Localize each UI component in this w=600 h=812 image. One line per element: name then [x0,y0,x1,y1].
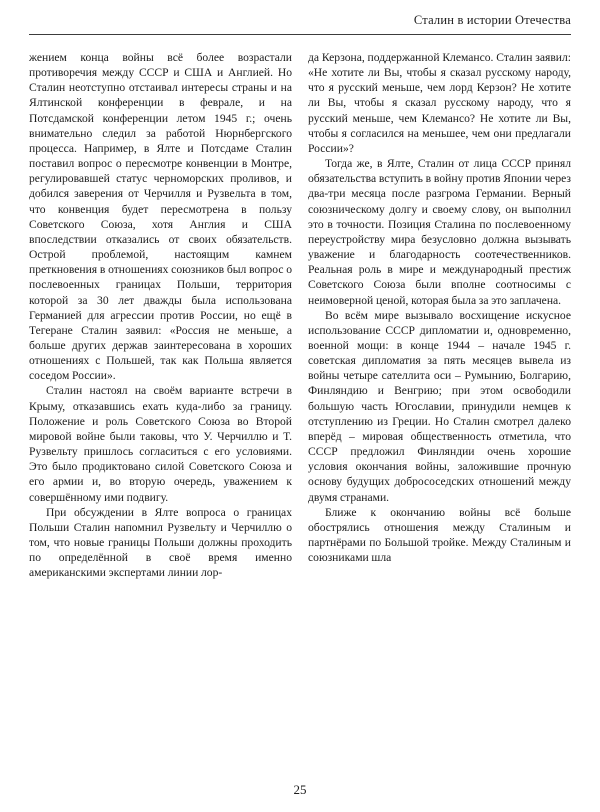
paragraph: При обсуждении в Ялте вопроса о границах Польши Сталин напомнил Рузвельту и Черчиллю о том, что новые границы Польши должны проходить по определённой в своё время именно американскими экспертами линии лор- [29,505,292,580]
running-header [29,13,571,35]
paragraph: Тогда же, в Ялте, Сталин от лица СССР принял обязательства вступить в войну против Японии через два-три месяца после разгрома Германии. Верный союзническому долгу и своему слову, он выполнил это в точности. Позиция Сталина по послевоенному переустройству мира безусловно должна вызывать уважение и благодарность соотечественников. Реальная роль в мире и международный престиж Советского Союза были вполне соотносимы с неимоверной ценой, которая была за это заплачена. [308,157,571,307]
paragraph: Во всём мире вызывало восхищение искусное использование СССР дипломатии и, одновременно, военной мощи: в конце 1944 – начале 1945 г. советская дипломатия за пять месяцев вывела из войны четыре сателлита оси – Румынию, Болгарию, Финляндию и Венгрию; при этом освободили большую часть Югославии, принудили немцев к отступлению из Греции. Но Сталин смотрел далеко вперёд – мировая общественность отметила, что СССР предложил Финляндии очень хорошие условия окончания войны, заложившие прочную основу будущих добрососедских отношений между двумя странами. [308,308,571,504]
paragraph: Ближе к окончанию войны всё больше обострялись отношения между Сталиным и партнёрами по Большой тройке. Между Сталиным и союзниками шла [308,505,571,565]
paragraph: Сталин настоял на своём варианте встречи в Крыму, отказавшись ехать куда-либо за границу. Положение и роль Советского Союза во Второй мировой войне были таковы, что У. Черчиллю и Т. Рузвельту пришлось согласиться с его условиями. Это было продиктовано силой Советского Союза и его армии и, во вторую очередь, уважением к совершённому ими подвигу. [29,384,292,504]
page-number: 25 [293,782,307,797]
paragraph-continuation: жением конца войны всё более возрастали противоречия между СССР и США и Англией. Но Сталин неотступно отстаивал интересы страны и на Ялтинской конференции в феврале, и на Потсдамской конференции летом 1945 г.; очень внимательно следил за работой Нюрнбергского процесса. Например, в Ялте и Потсдаме Сталин поставил вопрос о пересмотре конвенции в Монтре, регулировавшей статус черноморских проливов, и добился заверения от Черчилля и Рузвельта в том, что конвенция будет пересмотрена в пользу Советского Союза, хотя Англия и США впоследствии отказались от своих обязательств. Острой проблемой, настоящим камнем преткновения в отношениях союзников был вопрос о послевоенных границах Польши, территория которой за 30 лет дважды была использована Германией для агрессии против России, но ещё в Тегеране Сталин заявил: «Россия не меньше, а больше других держав заинтересована в хороших отношениях с Польшей, так как Польша является соседом России». [29,51,292,383]
right-column [308,50,571,580]
left-column [29,50,292,580]
text-columns [29,50,571,580]
paragraph-continuation: да Керзона, поддержанной Клемансо. Сталин заявил: «Не хотите ли Вы, чтобы я сказал русскому народу, что я русский меньше, чем лорд Керзон? Не хотите ли Вы, чтобы я сказал русскому народу, что я русский меньше, чем Клемансо? Не хотите ли Вы, чтобы я согласился на меньшее, чем они предлагали России»? [308,51,571,155]
header-title: Сталин в истории Отечества [413,13,571,27]
